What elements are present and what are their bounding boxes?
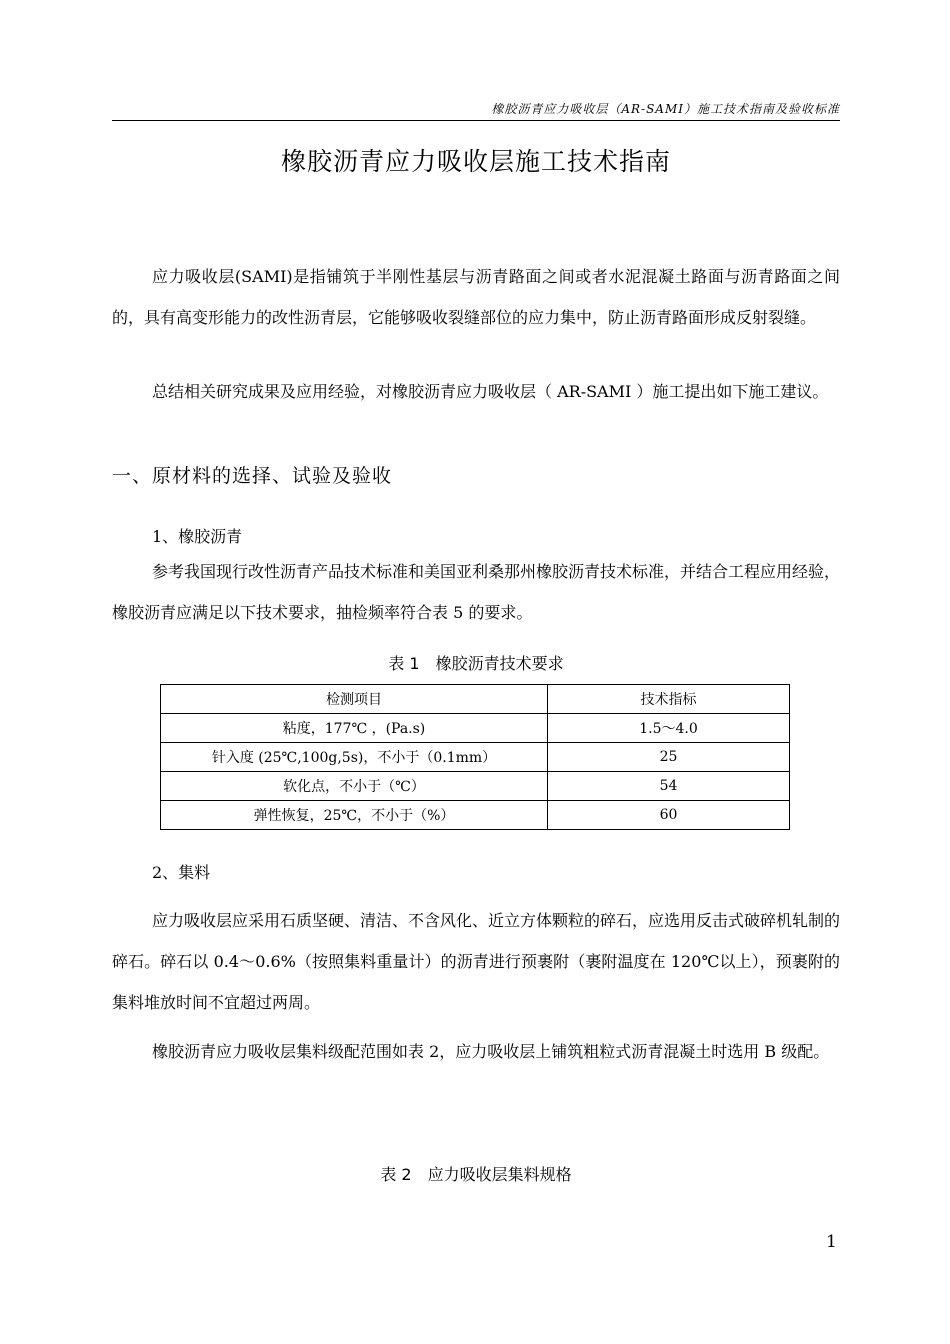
table-2-number: 表 2 <box>380 1165 412 1184</box>
table-row <box>161 743 790 772</box>
table-2-caption <box>112 1162 840 1185</box>
table-header-cell: 技术指标 <box>548 685 790 714</box>
intro-paragraph-1: 应力吸收层(SAMI)是指铺筑于半刚性基层与沥青路面之间或者水泥混凝土路面与沥青路面之间的，具有高变形能力的改性沥青层，它能够吸收裂缝部位的应力集中，防止沥青路面形成反射裂缝。 <box>112 267 840 327</box>
table-header-row <box>161 685 790 714</box>
header-divider <box>112 120 840 121</box>
table-cell-item: 粘度，177℃ ，(Pa.s) <box>161 714 548 743</box>
table-cell-value: 54 <box>548 772 790 801</box>
table-cell-value: 60 <box>548 801 790 830</box>
running-header: 橡胶沥青应力吸收层（AR-SAMI）施工技术指南及验收标准 <box>491 102 840 116</box>
aggregate-paragraph-1: 应力吸收层应采用石质坚硬、清洁、不含风化、近立方体颗粒的碎石，应选用反击式破碎机轧制的碎石。碎石以 0.4～0.6%（按照集料重量计）的沥青进行预裹附（裹附温度在 120℃以上），预裹附的集料堆放时间不宜超过两周。 <box>112 911 841 1012</box>
table-cell-value: 25 <box>548 743 790 772</box>
table-header-cell: 检测项目 <box>161 685 548 714</box>
table-2-title: 应力吸收层集料规格 <box>427 1165 572 1184</box>
rubber-asphalt-paragraph: 参考我国现行改性沥青产品技术标准和美国亚利桑那州橡胶沥青技术标准，并结合工程应用经验，橡胶沥青应满足以下技术要求，抽检频率符合表 5 的要求。 <box>112 562 841 622</box>
table-1-title: 橡胶沥青技术要求 <box>435 654 564 673</box>
aggregate-paragraph-2: 橡胶沥青应力吸收层集料级配范围如表 2，应力吸收层上铺筑粗粒式沥青混凝土时选用 B 级配。 <box>152 1042 830 1061</box>
table-row <box>161 801 790 830</box>
table-1-caption <box>112 651 840 674</box>
table-row <box>161 714 790 743</box>
intro-paragraph-2: 总结相关研究成果及应用经验，对橡胶沥青应力吸收层（ AR-SAMI ）施工提出如下施工建议。 <box>152 382 829 401</box>
subsection-aggregate: 2、集料 <box>152 863 211 882</box>
table-row <box>161 772 790 801</box>
table-cell-value: 1.5～4.0 <box>548 714 790 743</box>
table-cell-item: 弹性恢复，25℃，不小于（%） <box>161 801 548 830</box>
table-1-number: 表 1 <box>388 654 420 673</box>
page-number: 1 <box>826 1232 837 1252</box>
table-cell-item: 软化点，不小于（℃） <box>161 772 548 801</box>
table-1-rubber-asphalt-spec <box>160 684 790 830</box>
section-1-heading: 一、原材料的选择、试验及验收 <box>112 465 393 487</box>
subsection-rubber-asphalt: 1、橡胶沥青 <box>152 527 243 546</box>
table-cell-item: 针入度 (25℃,100g,5s)，不小于（0.1mm） <box>161 743 548 772</box>
document-title: 橡胶沥青应力吸收层施工技术指南 <box>280 147 671 176</box>
